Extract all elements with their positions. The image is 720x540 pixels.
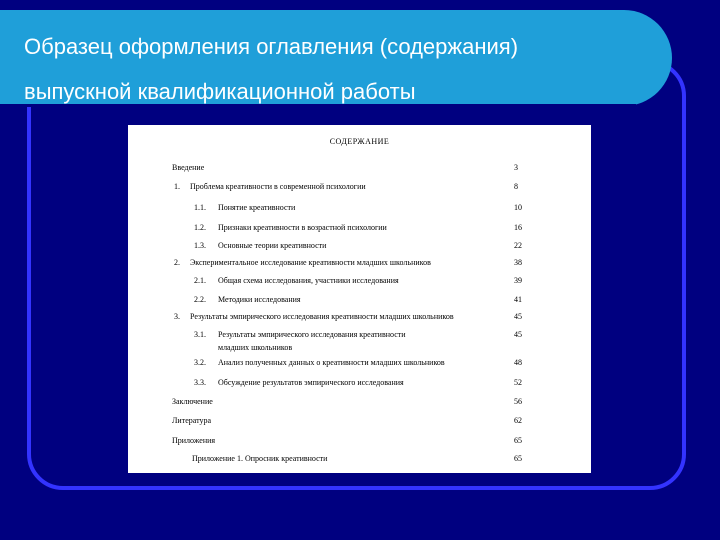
toc-entry-page: 65 bbox=[514, 454, 522, 463]
toc-entry-page: 10 bbox=[514, 203, 522, 212]
toc-entry bbox=[128, 222, 591, 234]
toc-entry bbox=[128, 453, 591, 465]
toc-entry-title: Заключение bbox=[172, 397, 213, 406]
toc-entry-page: 48 bbox=[514, 358, 522, 367]
toc-entry-title: Анализ полученных данных о креативности младших школьников bbox=[218, 358, 445, 367]
toc-entry-title: Проблема креативности в современной психологии bbox=[190, 182, 366, 191]
toc-entry bbox=[128, 181, 591, 193]
toc-entry-title: Методики исследования bbox=[218, 295, 301, 304]
toc-entry-page: 8 bbox=[514, 182, 518, 191]
toc-entry-title: Результаты эмпирического исследования креативности bbox=[218, 330, 406, 339]
toc-entry bbox=[128, 311, 591, 323]
toc-entry bbox=[128, 275, 591, 287]
toc-entry bbox=[128, 377, 591, 389]
toc-entry-title: Приложения bbox=[172, 436, 216, 445]
toc-entry-number: 3.3. bbox=[194, 378, 206, 387]
toc-entry-title: Литература bbox=[172, 416, 212, 425]
title-bar bbox=[0, 10, 672, 106]
toc-entry-number: 1.2. bbox=[194, 223, 206, 232]
toc-entry-title: Экспериментальное исследование креативности младших школьников bbox=[190, 258, 431, 267]
toc-entry-page: 52 bbox=[514, 378, 522, 387]
toc-entry-number: 1. bbox=[174, 182, 180, 191]
slide-title-line1: Образец оформления оглавления (содержания) bbox=[24, 34, 519, 59]
toc-entry-page: 45 bbox=[514, 312, 522, 321]
toc-entry-title: Общая схема исследования, участники исследования bbox=[218, 276, 399, 285]
slide-title-line2: выпускной квалификационной работы bbox=[24, 79, 416, 104]
toc-entry bbox=[128, 294, 591, 306]
toc-entry-page: 62 bbox=[514, 416, 522, 425]
toc-entry bbox=[128, 357, 591, 369]
document-heading: СОДЕРЖАНИЕ bbox=[329, 137, 390, 146]
toc-entry-title: Введение bbox=[172, 163, 205, 172]
toc-entry-number: 3. bbox=[174, 312, 180, 321]
toc-entry bbox=[128, 435, 591, 447]
slide-title bbox=[24, 24, 518, 114]
toc-entry-page: 56 bbox=[514, 397, 522, 406]
toc-entry-page: 45 bbox=[514, 330, 522, 339]
toc-entry-page: 16 bbox=[514, 223, 522, 232]
toc-entry bbox=[128, 257, 591, 269]
toc-entry-title: Приложение 1. Опросник креативности bbox=[192, 454, 328, 463]
title-underline bbox=[0, 104, 636, 107]
toc-entry-number: 3.1. bbox=[194, 330, 206, 339]
toc-entry-number: 2.1. bbox=[194, 276, 206, 285]
toc-entry-title: Результаты эмпирического исследования креативности младших школьников bbox=[190, 312, 454, 321]
toc-entry-title-continued: младших школьников bbox=[218, 343, 293, 352]
toc-entry-number: 3.2. bbox=[194, 358, 206, 367]
toc-entry bbox=[128, 202, 591, 214]
toc-entry bbox=[128, 240, 591, 252]
toc-entry-page: 3 bbox=[514, 163, 518, 172]
toc-entry-number: 2.2. bbox=[194, 295, 206, 304]
toc-entry-page: 38 bbox=[514, 258, 522, 267]
toc-entry-page: 41 bbox=[514, 295, 522, 304]
toc-entry bbox=[128, 329, 591, 352]
toc-entry-title: Основные теории креативности bbox=[218, 241, 327, 250]
toc-entry bbox=[128, 162, 591, 174]
toc-entry-page: 39 bbox=[514, 276, 522, 285]
toc-entry bbox=[128, 396, 591, 408]
toc-entry-number: 1.1. bbox=[194, 203, 206, 212]
document-page bbox=[128, 125, 591, 473]
toc-entry-page: 22 bbox=[514, 241, 522, 250]
toc-entry-title: Признаки креативности в возрастной психологии bbox=[218, 223, 387, 232]
toc-entry-page: 65 bbox=[514, 436, 522, 445]
toc-entry bbox=[128, 415, 591, 427]
toc-entry-number: 1.3. bbox=[194, 241, 206, 250]
toc-entry-title: Понятие креативности bbox=[218, 203, 296, 212]
toc-entry-title: Обсуждение результатов эмпирического исследования bbox=[218, 378, 404, 387]
toc-entry-number: 2. bbox=[174, 258, 180, 267]
